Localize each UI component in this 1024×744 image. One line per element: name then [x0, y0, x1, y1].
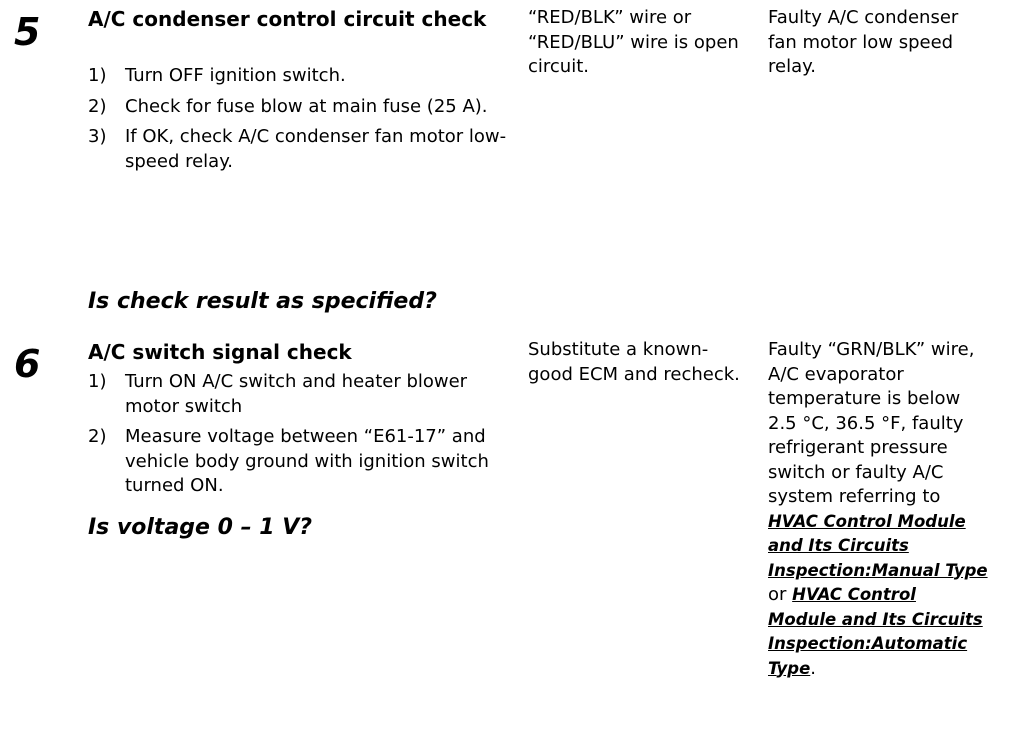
- procedure-item-number: 3): [88, 126, 107, 147]
- procedure-item: [88, 95, 518, 120]
- step-6-number: 6: [14, 342, 41, 386]
- procedure-item: [88, 370, 518, 419]
- procedure-item-text: Turn OFF ignition switch.: [125, 65, 346, 86]
- step-5-question: Is check result as specified?: [88, 289, 437, 314]
- step-6-no-result: [768, 338, 988, 681]
- procedure-item-text: If OK, check A/C condenser fan motor low-speed relay.: [125, 126, 507, 172]
- procedure-item-number: 1): [88, 65, 107, 86]
- step-6-title: A/C switch signal check: [88, 340, 352, 364]
- step-5-number: 5: [14, 10, 41, 54]
- step-5-title: A/C condenser control circuit check: [88, 7, 487, 31]
- procedure-item: [88, 125, 518, 174]
- procedure-item-number: 2): [88, 426, 107, 447]
- step-6-question: Is voltage 0 – 1 V?: [88, 515, 313, 540]
- procedure-item-number: 1): [88, 371, 107, 392]
- step-5-procedure-list: [88, 64, 518, 180]
- procedure-item-number: 2): [88, 95, 107, 117]
- end-punctuation: .: [810, 657, 817, 679]
- or-text: or: [768, 584, 787, 605]
- step-6-yes-result: Substitute a known-good ECM and recheck.: [528, 339, 740, 385]
- procedure-item: [88, 425, 518, 499]
- step-5-no-result: Faulty A/C condenser fan motor low speed relay.: [768, 7, 959, 77]
- procedure-item-text: Measure voltage between “E61-17” and vehicle body ground with ignition switch turned ON.: [125, 426, 489, 496]
- no-result-text: Faulty “GRN/BLK” wire, A/C evaporator temperature is below 2.5 °C, 36.5 °F, faulty refrigerant pressure switch or faulty A/C system referring to: [768, 339, 975, 507]
- procedure-item-text: Turn ON A/C switch and heater blower motor switch: [125, 371, 468, 417]
- step-5-yes-result: “RED/BLK” wire or “RED/BLU” wire is open circuit.: [528, 7, 739, 77]
- hvac-manual-inspection-link[interactable]: HVAC Control Module and Its Circuits Inspection:Manual Type: [768, 511, 988, 580]
- step-6-procedure-list: [88, 370, 518, 505]
- procedure-item-text: Check for fuse blow at main fuse (25 A).: [125, 95, 488, 117]
- procedure-item: [88, 64, 518, 89]
- hvac-automatic-inspection-link[interactable]: HVAC Control Module and Its Circuits Inspection:Automatic Type: [768, 585, 983, 678]
